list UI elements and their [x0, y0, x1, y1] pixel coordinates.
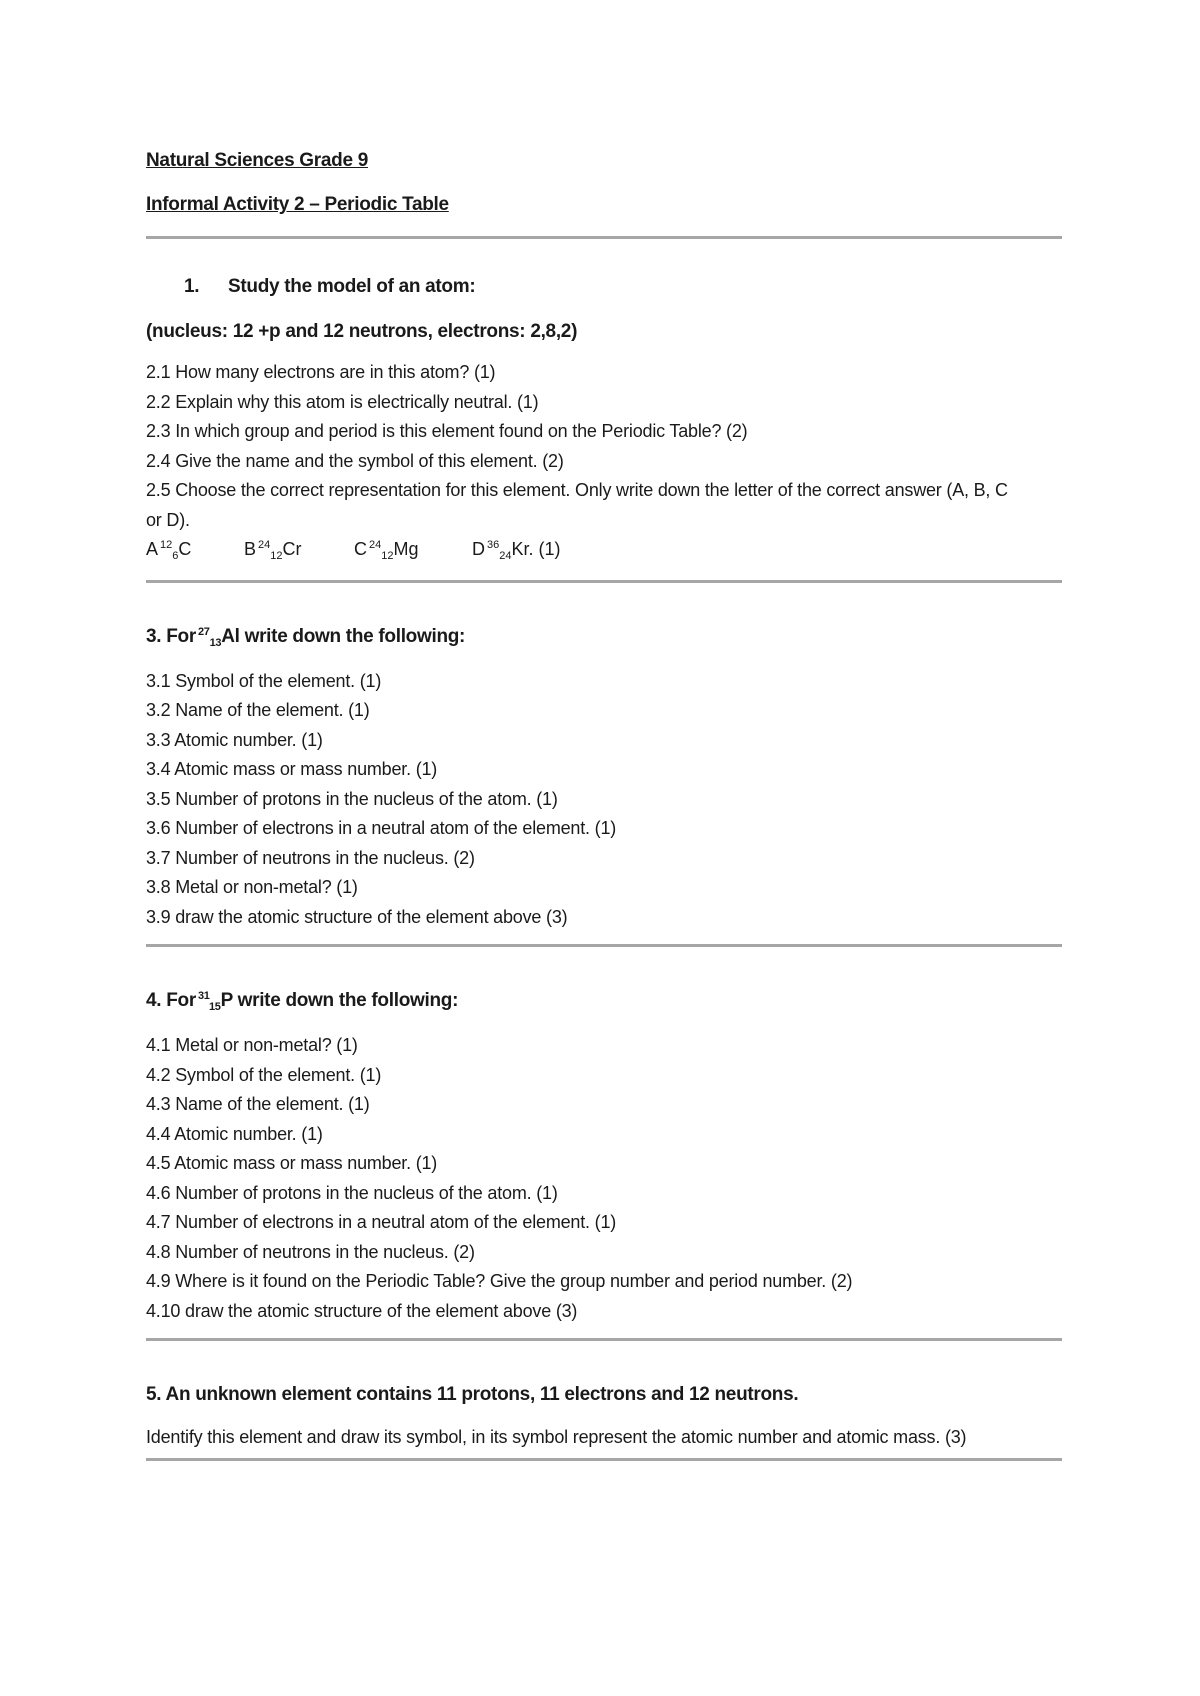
question-item: 3.4 Atomic mass or mass number. (1)	[146, 759, 438, 779]
choice-a: A $^{12}_6$C	[146, 539, 192, 562]
question-4-items	[146, 1031, 1062, 1326]
question-item: 4.4 Atomic number. (1)	[146, 1123, 323, 1144]
choice-c: C $^{24}_{12}$Mg	[354, 539, 419, 562]
question-3	[146, 623, 1062, 933]
question-1-title: Study the model of an atom:	[228, 276, 476, 297]
question-item: 3.5 Number of protons in the nucleus of the atom. (1)	[146, 788, 558, 809]
question-item: 2.1 How many electrons are in this atom? (1)	[146, 362, 496, 382]
question-1-number: 1.	[184, 276, 200, 297]
element-symbol: Kr	[511, 539, 529, 559]
question-item: 4.6 Number of protons in the nucleus of the atom. (1)	[146, 1182, 558, 1203]
question-item: 4.9 Where is it found on the Periodic Table? Give the group number and period number. (2)	[146, 1271, 853, 1291]
question-item: 4.8 Number of neutrons in the nucleus. (2)	[146, 1241, 475, 1262]
question-item: 3.1 Symbol of the element. (1)	[146, 670, 382, 691]
answer-choices	[146, 535, 1062, 568]
question-3-items	[146, 667, 1062, 933]
question-item: 3.7 Number of neutrons in the nucleus. (2)	[146, 847, 475, 868]
question-item: 2.4 Give the name and the symbol of this element. (2)	[146, 450, 564, 471]
question-item: 4.2 Symbol of the element. (1)	[146, 1064, 382, 1085]
atomic-number: 12	[381, 550, 394, 562]
question-1-heading	[146, 273, 1062, 301]
question-5-heading: 5. An unknown element contains 11 protons, 11 electrons and 12 neutrons.	[146, 1384, 799, 1405]
choice-b: B $^{24}_{12}$Cr	[244, 539, 302, 562]
question-item: 4.1 Metal or non-metal? (1)	[146, 1035, 358, 1055]
document-subtitle: Informal Activity 2 – Periodic Table	[146, 194, 449, 215]
question-item: 2.3 In which group and period is this element found on the Periodic Table? (2)	[146, 421, 748, 441]
question-4	[146, 987, 1062, 1326]
question-1	[146, 273, 1062, 568]
element-symbol: Mg	[393, 539, 419, 559]
mass-number: 31	[197, 990, 209, 1002]
question-item: 4.10 draw the atomic structure of the element above (3)	[146, 1300, 578, 1321]
divider	[146, 580, 1062, 583]
question-item: 4.5 Atomic mass or mass number. (1)	[146, 1153, 438, 1173]
element-symbol: C	[178, 539, 192, 559]
element-symbol: P	[220, 990, 233, 1011]
mass-number: 12	[160, 539, 173, 551]
question-3-heading: 3. For $^{27}_{13}$Al write down the following:	[146, 625, 466, 649]
atom-model-description: (nucleus: 12 +p and 12 neutrons, electrons: 2,8,2)	[146, 321, 578, 342]
element-symbol: Cr	[282, 539, 302, 559]
mass-number: 36	[487, 539, 500, 551]
question-4-heading: 4. For $^{31}_{15}$P write down the following:	[146, 990, 459, 1013]
divider	[146, 1338, 1062, 1341]
question-item: 3.8 Metal or non-metal? (1)	[146, 877, 358, 897]
worksheet-page	[146, 140, 1062, 1461]
question-item: 4.7 Number of electrons in a neutral atom of the element. (1)	[146, 1212, 617, 1232]
question-1-items	[146, 358, 1062, 535]
question-item: 3.6 Number of electrons in a neutral atom of the element. (1)	[146, 818, 617, 838]
choice-d: D $^{36}_{24}$Kr. (1)	[472, 539, 561, 562]
atomic-number: 6	[172, 550, 179, 562]
divider	[146, 944, 1062, 947]
element-symbol: Al	[221, 625, 240, 647]
mass-number: 24	[369, 539, 382, 551]
divider	[146, 1458, 1062, 1461]
question-item: 2.5 Choose the correct representation for this element. Only write down the letter of the correct answer (A, B, C or D).	[146, 480, 1008, 530]
mass-number: 27	[197, 625, 210, 638]
mass-number: 24	[258, 539, 271, 551]
question-item: 3.9 draw the atomic structure of the element above (3)	[146, 906, 568, 927]
atomic-number: 13	[209, 636, 222, 649]
question-item: 2.2 Explain why this atom is electrically neutral. (1)	[146, 391, 539, 412]
question-5-text: Identify this element and draw its symbol, in its symbol represent the atomic number and atomic mass. (3)	[146, 1427, 967, 1447]
question-item: 4.3 Name of the element. (1)	[146, 1094, 370, 1114]
atomic-number: 24	[499, 550, 512, 562]
question-item: 3.2 Name of the element. (1)	[146, 700, 370, 720]
question-item: 3.3 Atomic number. (1)	[146, 729, 323, 750]
atomic-number: 15	[208, 1001, 221, 1013]
question-5	[146, 1381, 1062, 1452]
divider	[146, 236, 1062, 239]
atomic-number: 12	[270, 550, 283, 562]
document-title: Natural Sciences Grade 9	[146, 150, 368, 171]
